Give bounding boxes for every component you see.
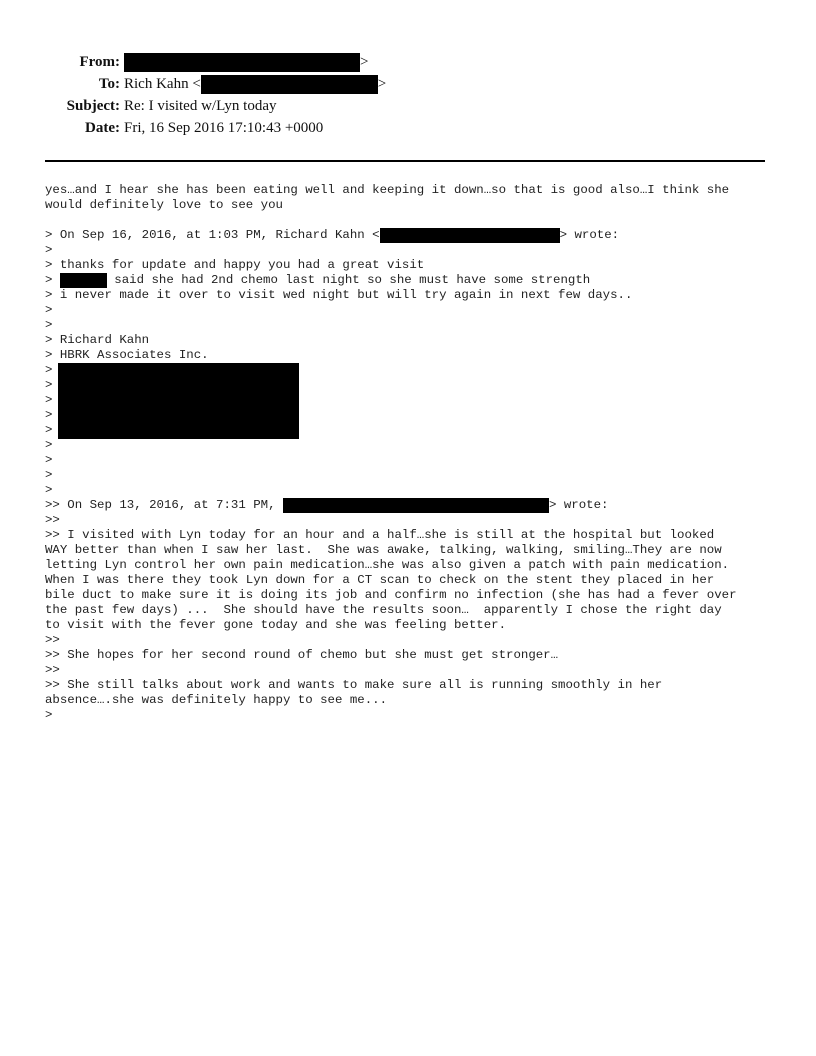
quote-header-prefix: > On Sep 16, 2016, at 1:03 PM, Richard Kahn < (45, 228, 380, 242)
from-suffix: > (360, 54, 369, 70)
body-line (45, 213, 785, 228)
body-line: > (45, 363, 53, 377)
body-line: >> (45, 663, 60, 677)
body-line: >> I visited with Lyn today for an hour and a half…she is still at the hospital but looked (45, 528, 715, 542)
body-line: the past few days) ... She should have the results soon… apparently I chose the right day (45, 603, 722, 617)
body-line: > (45, 423, 53, 437)
body-line: > thanks for update and happy you had a great visit (45, 258, 425, 272)
name-redaction (60, 273, 107, 288)
body-line: yes…and I hear she has been eating well and keeping it down…so that is good also…I think she (45, 183, 730, 197)
signature-redaction-block (58, 363, 299, 439)
body-line: > i never made it over to visit wed night but will try again in next few days.. (45, 288, 633, 302)
signature-name: > Richard Kahn (45, 333, 150, 347)
date-value: Fri, 16 Sep 2016 17:10:43 +0000 (124, 120, 324, 136)
to-value (124, 74, 386, 94)
body-line: > (45, 483, 53, 497)
signature-company: > HBRK Associates Inc. (45, 348, 209, 362)
to-name: Rich Kahn < (124, 76, 201, 92)
to-label: To: (98, 76, 120, 92)
body-line: >> She still talks about work and wants to make sure all is running smoothly in her (45, 678, 663, 692)
from-value (124, 52, 368, 72)
line-text: said she had 2nd chemo last night so she must have some strength (106, 273, 591, 287)
from-label: From: (79, 54, 120, 70)
body-line: letting Lyn control her own pain medication…she was also given a patch with pain medication. (45, 558, 730, 572)
body-line: >> (45, 633, 60, 647)
from-redaction (124, 53, 360, 72)
body-line: would definitely love to see you (45, 198, 283, 212)
header-divider (45, 160, 765, 162)
sender-redaction (283, 498, 549, 513)
subject-row (0, 96, 816, 116)
quote-header-suffix: > wrote: (559, 228, 620, 242)
body-line: absence….she was definitely happy to see me... (45, 693, 388, 707)
body-line: >> (45, 513, 60, 527)
body-line-with-redaction (45, 273, 785, 288)
email-body (45, 183, 785, 723)
body-line: > (45, 393, 53, 407)
line-prefix: > (45, 273, 60, 287)
quote-header-line (45, 228, 785, 243)
body-line: > (45, 318, 53, 332)
to-row (0, 74, 816, 94)
body-line: > (45, 408, 53, 422)
body-line: > (45, 438, 53, 452)
to-suffix: > (377, 76, 387, 92)
body-line: > (45, 378, 53, 392)
email-redaction (380, 228, 560, 243)
body-line: When I was there they took Lyn down for a CT scan to check on the stent they placed in her (45, 573, 715, 587)
body-line: WAY better than when I saw her last. She was awake, talking, walking, smiling…They are now (45, 543, 722, 557)
date-label: Date: (85, 120, 120, 136)
quote-header-prefix: >> On Sep 13, 2016, at 7:31 PM, (45, 498, 283, 512)
date-row (0, 118, 816, 138)
subject-value: Re: I visited w/Lyn today (124, 98, 277, 114)
body-line: to visit with the fever gone today and she was feeling better. (45, 618, 507, 632)
body-line: > (45, 303, 53, 317)
quote-header-line (45, 498, 785, 513)
quote-header-suffix: > wrote: (548, 498, 609, 512)
body-line: bile duct to make sure it is doing its job and confirm no infection (she has had a fever over (45, 588, 737, 602)
body-line: > (45, 243, 53, 257)
body-line: >> She hopes for her second round of chemo but she must get stronger… (45, 648, 559, 662)
subject-label: Subject: (66, 98, 120, 114)
body-line: > (45, 453, 53, 467)
body-line: > (45, 468, 53, 482)
to-redaction (201, 75, 378, 94)
body-line: > (45, 708, 53, 722)
from-row (0, 52, 816, 72)
